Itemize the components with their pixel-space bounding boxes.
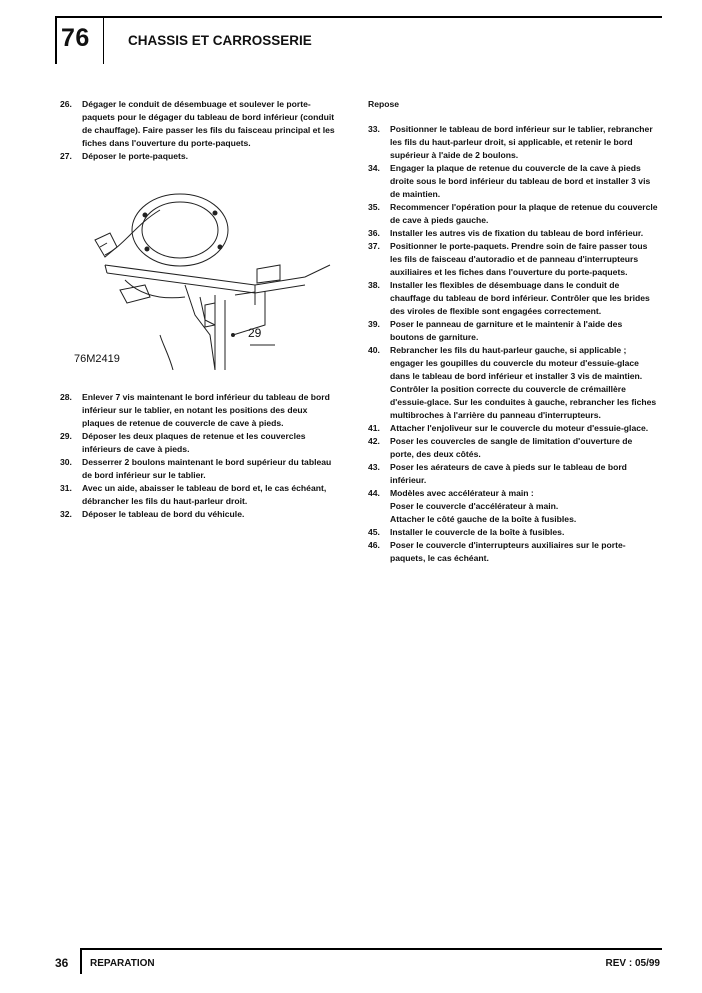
step-text: Installer les autres vis de fixation du tableau de bord inférieur. [390, 228, 644, 238]
step-item [60, 456, 335, 482]
step-item [368, 435, 658, 461]
step-item [60, 391, 335, 430]
left-steps-bottom [60, 391, 335, 521]
figure-drawing [65, 185, 335, 370]
step-item [368, 526, 658, 539]
footer-section: REPARATION [90, 958, 155, 969]
step-item [60, 98, 335, 150]
step-item [368, 422, 658, 435]
step-text: Avec un aide, abaisser le tableau de bord et, le cas échéant, débrancher les fils du haut-parleur droit. [82, 483, 327, 506]
step-item [368, 279, 658, 318]
repose-heading: Repose [368, 99, 400, 109]
step-item [368, 162, 658, 201]
figure-code: 76M2419 [74, 353, 120, 365]
step-item [368, 201, 658, 227]
step-text: Dégager le conduit de désembuage et soulever le porte-paquets pour le dégager du tableau de bord inférieur (conduit de chauffage). Faire passer les fils du faisceau principal et les fiches dans l'ouverture du porte-paquets. [82, 99, 335, 148]
step-number: 38. [368, 280, 380, 290]
step-text: Modèles avec accélérateur à main : [390, 488, 534, 498]
step-text: Installer les flexibles de désembuage dans le conduit de chauffage du tableau de bord inférieur. Contrôler que les brides des viroles de flexible sont engagées correctement. [390, 280, 650, 316]
header-rule [55, 16, 662, 18]
step-number: 28. [60, 392, 72, 402]
step-item [368, 227, 658, 240]
step-number: 44. [368, 488, 380, 498]
step-text: Installer le couvercle de la boîte à fusibles. [390, 527, 565, 537]
step-number: 37. [368, 241, 380, 251]
step-text: Poser les couvercles de sangle de limitation d'ouverture de porte, des deux côtés. [390, 436, 633, 459]
step-number: 43. [368, 462, 380, 472]
step-number: 32. [60, 509, 72, 519]
step-number: 33. [368, 124, 380, 134]
section-title: CHASSIS ET CARROSSERIE [128, 33, 312, 48]
step-item [368, 123, 658, 162]
step-item [60, 508, 335, 521]
step-text: Rebrancher les fils du haut-parleur gauche, si applicable ; engager les goupilles du couvercle du moteur d'essuie-glace dans le tableau de bord inférieur et installer 3 vis de maintien. Contrôler la position correcte du couvercle de crémaillère d'essuie-glace. Sur les conduites à gauche, rebrancher les fiches multibroches à l'arrière du panneau d'interrupteurs. [390, 345, 657, 420]
step-subline: Attacher le côté gauche de la boîte à fusibles. [390, 514, 577, 524]
step-number: 34. [368, 163, 380, 173]
step-number: 46. [368, 540, 380, 550]
page-number: 36 [55, 956, 69, 970]
step-item [368, 539, 658, 565]
step-text: Poser les aérateurs de cave à pieds sur le tableau de bord inférieur. [390, 462, 627, 485]
step-subline: Poser le couvercle d'accélérateur à main. [390, 501, 559, 511]
step-item [368, 240, 658, 279]
step-text: Déposer le tableau de bord du véhicule. [82, 509, 245, 519]
step-number: 39. [368, 319, 380, 329]
step-text: Poser le panneau de garniture et le maintenir à l'aide des boutons de garniture. [390, 319, 623, 342]
section-number: 76 [61, 24, 90, 52]
step-text: Déposer les deux plaques de retenue et les couvercles inférieurs de cave à pieds. [82, 431, 306, 454]
step-number: 41. [368, 423, 380, 433]
page-footer [55, 948, 662, 978]
step-number: 27. [60, 151, 72, 161]
step-number: 36. [368, 228, 380, 238]
step-number: 40. [368, 345, 380, 355]
step-number: 35. [368, 202, 380, 212]
step-item [60, 150, 335, 163]
step-item [368, 344, 658, 422]
step-text: Engager la plaque de retenue du couvercle de la cave à pieds droite sous le bord inférieur du tableau de bord et installer 3 vis de maintien. [390, 163, 651, 199]
header-left-rule [55, 16, 57, 64]
step-number: 29. [60, 431, 72, 441]
step-text: Positionner le porte-paquets. Prendre soin de faire passer tous les fils de faisceau d'autoradio et de panneau d'interrupteurs auxiliaires et les fiches dans l'ouverture du porte-paquets. [390, 241, 648, 277]
step-number: 45. [368, 527, 380, 537]
step-item [60, 482, 335, 508]
revision-date: REV : 05/99 [605, 958, 660, 969]
step-text: Attacher l'enjoliveur sur le couvercle du moteur d'essuie-glace. [390, 423, 649, 433]
step-number: 42. [368, 436, 380, 446]
right-steps [368, 98, 658, 565]
footer-divider [80, 948, 82, 974]
step-number: 31. [60, 483, 72, 493]
step-item [368, 318, 658, 344]
left-steps-top [60, 98, 335, 163]
step-item [368, 461, 658, 487]
dashboard-illustration [65, 185, 335, 370]
step-text: Recommencer l'opération pour la plaque de retenue du couvercle de cave à pieds gauche. [390, 202, 658, 225]
footer-rule [80, 948, 662, 950]
step-text: Enlever 7 vis maintenant le bord inférieur du tableau de bord inférieur sur le tablier, en notant les positions des deux plaques de retenue de couvercle de cave à pieds. [82, 392, 330, 428]
step-item [368, 487, 658, 526]
step-text: Poser le couvercle d'interrupteurs auxiliaires sur le porte-paquets, le cas échéant. [390, 540, 626, 563]
step-text: Positionner le tableau de bord inférieur sur le tablier, rebrancher les fils du haut-parleur droit, si applicable, et retenir le bord supérieur à l'aide de 2 boulons. [390, 124, 653, 160]
figure-callout-29: 29 [248, 326, 262, 340]
step-item [60, 430, 335, 456]
step-number: 30. [60, 457, 72, 467]
step-text: Desserrer 2 boulons maintenant le bord supérieur du tableau de bord inférieur sur le tablier. [82, 457, 332, 480]
step-text: Déposer le porte-paquets. [82, 151, 189, 161]
header-divider [103, 16, 104, 64]
page-header [55, 16, 662, 64]
step-number: 26. [60, 99, 72, 109]
